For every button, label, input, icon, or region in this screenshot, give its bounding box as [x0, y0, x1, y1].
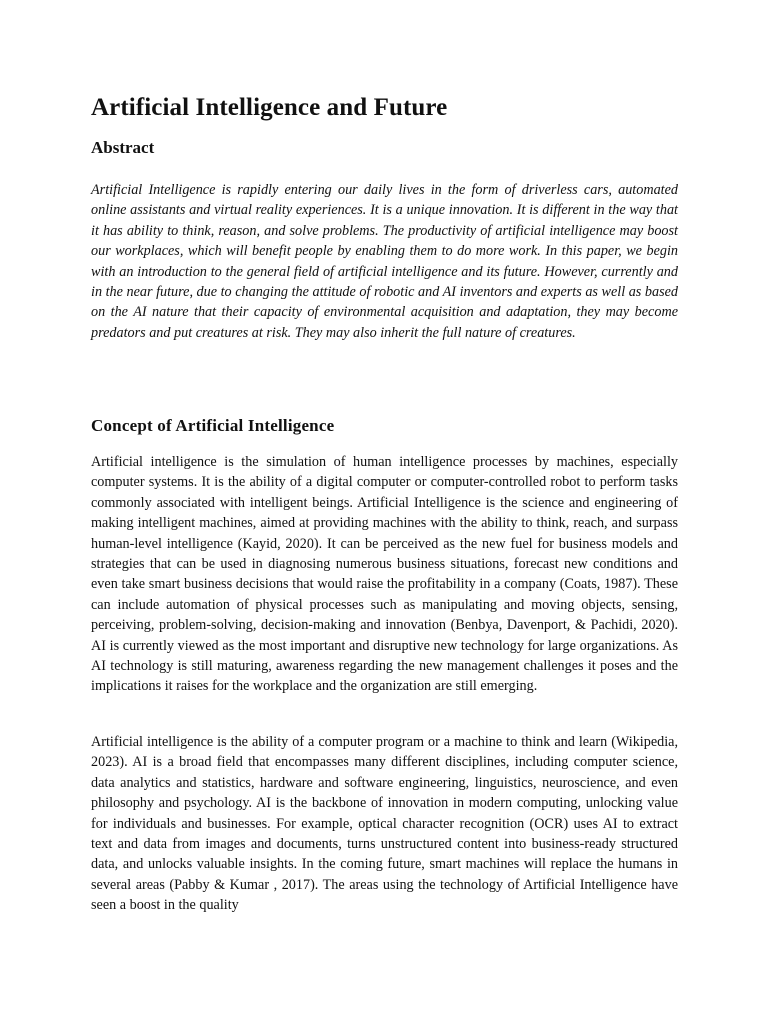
body-paragraph-1: Artificial intelligence is the simulation of human intelligence processes by machines, especially computer systems. It is the ability of a digital computer or computer-controlled robot to perform tasks commonly associated with intelligent beings. Artificial Intelligence is the science and engineering of making intelligent machines, aimed at providing machines with the ability to think, reach, and surpass human-level intelligence (Kayid, 2020). It can be perceived as the new fuel for business models and strategies that can be used in diagnosing numerous business situations, forecast new conditions and even take smart business decisions that would raise the profitability in a company (Coats, 1987). These can include automation of physical processes such as manipulating and moving objects, sensing, perceiving, problem-solving, decision-making and innovation (Benbya, Davenport, & Pachidi, 2020). AI is currently viewed as the most important and disruptive new technology for large organizations. As AI technology is still maturing, awareness regarding the new management challenges it poses and the implications it raises for the workplace and the organization are still emerging. — [91, 454, 678, 695]
page-title: Artificial Intelligence and Future — [91, 94, 448, 121]
section-heading-concept: Concept of Artificial Intelligence — [91, 416, 335, 435]
body-paragraph-2: Artificial intelligence is the ability of a computer program or a machine to think and learn (Wikipedia, 2023). AI is a broad field that encompasses many different disciplines, including computer science, data analytics and statistics, hardware and software engineering, linguistics, neuroscience, and even philosophy and psychology. AI is the backbone of innovation in modern computing, unlocking value for individuals and businesses. For example, optical character recognition (OCR) uses AI to extract text and data from images and documents, turns unstructured content into business-ready structured data, and unlocks valuable insights. In the coming future, smart machines will replace the humans in several areas (Pabby & Kumar , 2017). The areas using the technology of Artificial Intelligence have seen a boost in the quality — [91, 734, 678, 914]
abstract-heading: Abstract — [91, 138, 155, 157]
abstract-text: Artificial Intelligence is rapidly entering our daily lives in the form of driverless cars, automated online assistants and virtual reality experiences. It is a unique innovation. It is different in the way that it has ability to think, reason, and solve problems. The productivity of artificial intelligence may boost our workplaces, which will benefit people by enabling them to do more work. In this paper, we begin with an introduction to the general field of artificial intelligence and its future. However, currently and in the near future, due to changing the attitude of robotic and AI inventors and experts as well as based on the AI nature that their capacity of environmental acquisition and adaptation, they may become predators and put creatures at risk. They may also inherit the full nature of creatures. — [91, 182, 678, 341]
